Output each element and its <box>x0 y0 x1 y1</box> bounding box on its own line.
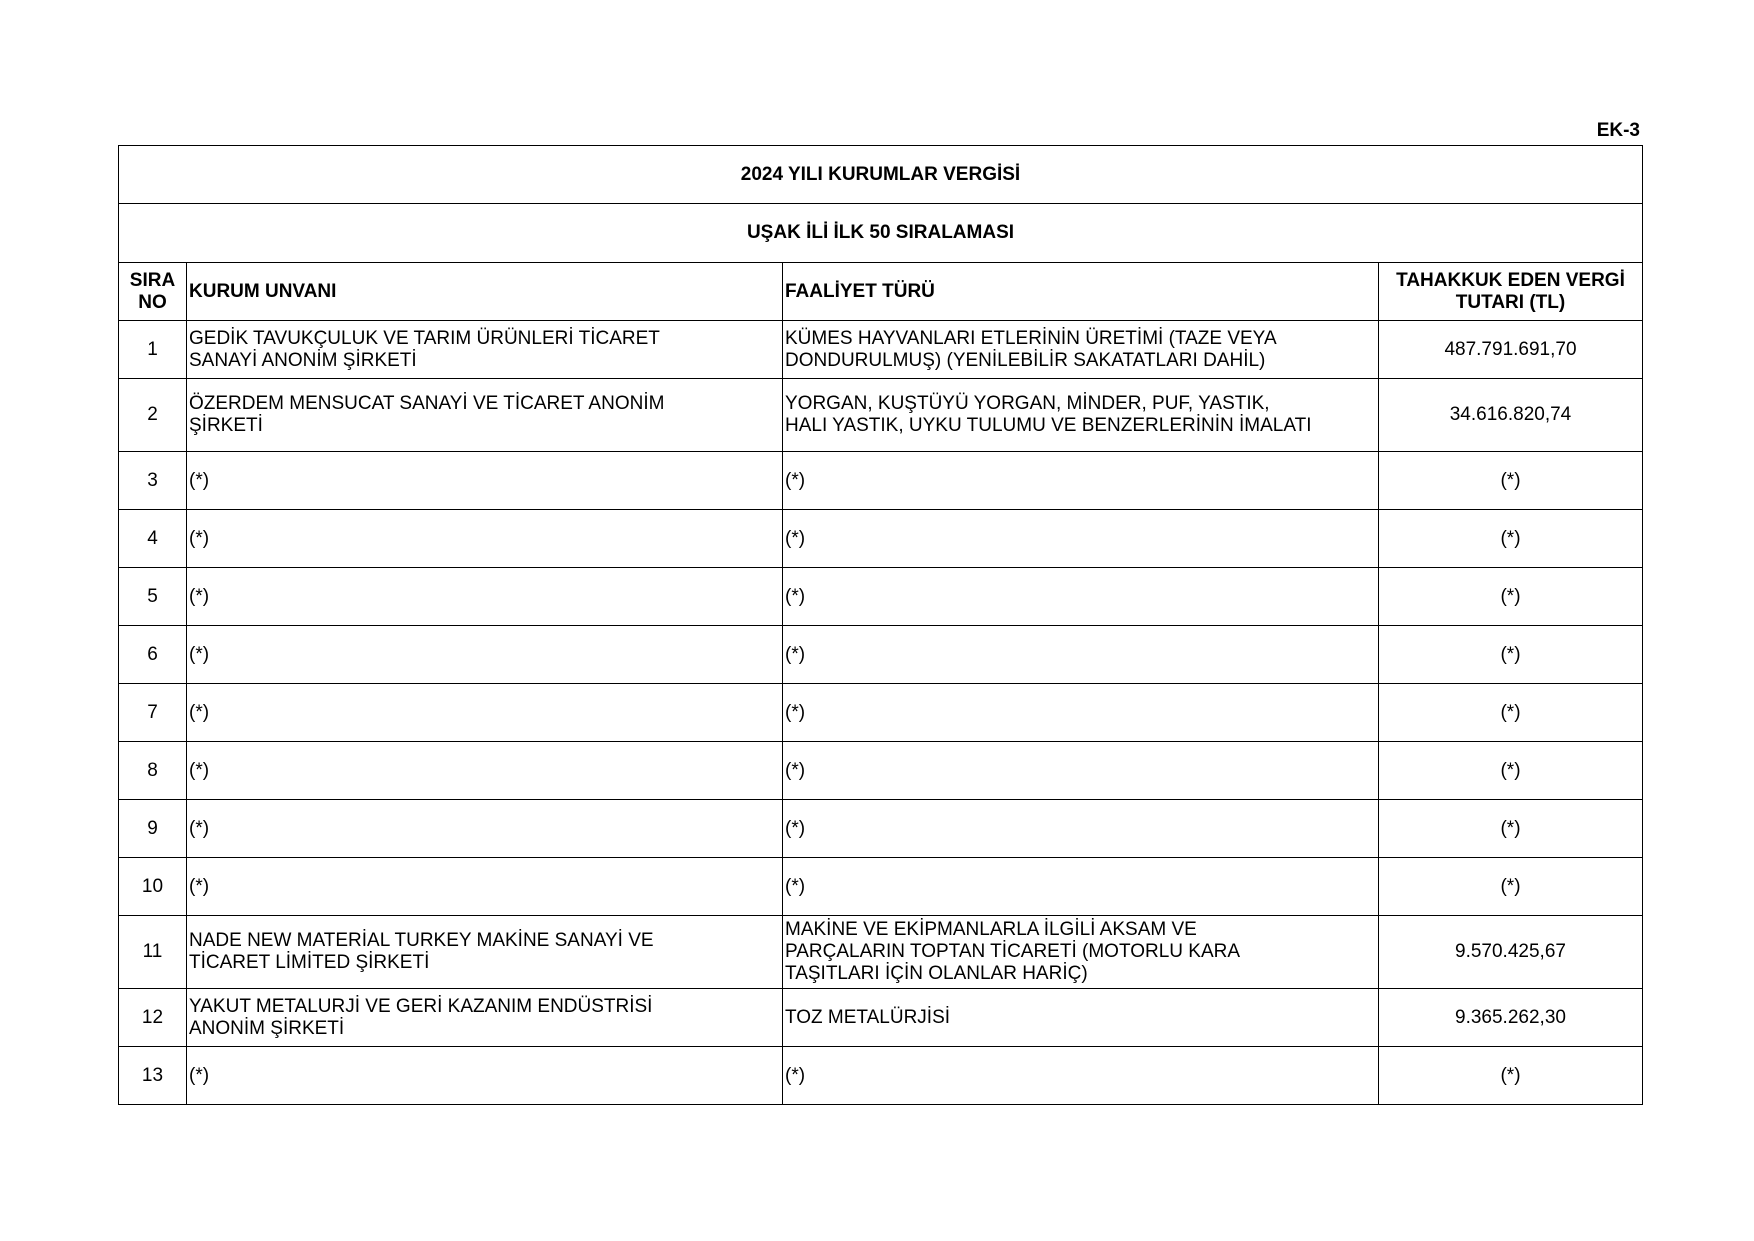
table-row <box>119 379 1643 452</box>
kurum-unvani-line: YAKUT METALURJİ VE GERİ KAZANIM ENDÜSTRİSİ <box>189 995 653 1017</box>
faaliyet-turu-line: (*) <box>785 1064 806 1086</box>
kurum-unvani-line: ÖZERDEM MENSUCAT SANAYİ VE TİCARET ANONİM <box>189 393 665 414</box>
table-subtitle: UŞAK İLİ İLK 50 SIRALAMASI <box>119 204 1643 263</box>
kurum-unvani-line: (*) <box>189 469 210 491</box>
header-kurum-unvani: KURUM UNVANI <box>187 263 783 321</box>
table-row <box>119 684 1643 742</box>
cell-kurum-unvani <box>187 989 783 1047</box>
cell-faaliyet-turu <box>783 626 1379 684</box>
cell-sira-no: 1 <box>119 321 187 379</box>
kurum-unvani-line: (*) <box>189 585 210 607</box>
cell-kurum-unvani <box>187 510 783 568</box>
table-row <box>119 626 1643 684</box>
table-row <box>119 916 1643 989</box>
table-row <box>119 452 1643 510</box>
faaliyet-turu-line: TAŞITLARI İÇİN OLANLAR HARİÇ) <box>785 963 1088 984</box>
kurum-unvani-line: (*) <box>189 875 210 897</box>
faaliyet-turu-line: HALI YASTIK, UYKU TULUMU VE BENZERLERİNİN İMALATI <box>785 415 1312 436</box>
cell-sira-no: 8 <box>119 742 187 800</box>
header-faaliyet-turu: FAALİYET TÜRÜ <box>783 263 1379 321</box>
cell-sira-no: 12 <box>119 989 187 1047</box>
cell-vergi-tutari: (*) <box>1379 626 1643 684</box>
kurum-unvani-line: (*) <box>189 1064 210 1086</box>
cell-faaliyet-turu <box>783 989 1379 1047</box>
header-vergi-tutari <box>1379 263 1643 321</box>
kurum-unvani-line: NADE NEW MATERİAL TURKEY MAKİNE SANAYİ VE <box>189 930 654 951</box>
faaliyet-turu-line: PARÇALARIN TOPTAN TİCARETİ (MOTORLU KARA <box>785 941 1241 962</box>
table-row <box>119 321 1643 379</box>
kurum-unvani-line: ŞİRKETİ <box>189 415 263 436</box>
faaliyet-turu-line: KÜMES HAYVANLARI ETLERİNİN ÜRETİMİ (TAZE VEYA <box>785 327 1277 349</box>
faaliyet-turu-line: (*) <box>785 701 806 723</box>
cell-faaliyet-turu <box>783 684 1379 742</box>
cell-kurum-unvani <box>187 916 783 989</box>
faaliyet-turu-line: (*) <box>785 585 806 607</box>
annex-label: EK-3 <box>1596 120 1640 141</box>
kurum-unvani-line: (*) <box>189 701 210 723</box>
kurum-unvani-line: (*) <box>189 527 210 549</box>
faaliyet-turu-line: (*) <box>785 643 806 665</box>
header-vergi-tutari-line1: TAHAKKUK EDEN VERGİ <box>1396 269 1625 291</box>
cell-faaliyet-turu <box>783 800 1379 858</box>
header-sira-no-line2: NO <box>138 291 167 313</box>
kurum-unvani-line: (*) <box>189 759 210 781</box>
table-row <box>119 742 1643 800</box>
cell-vergi-tutari: (*) <box>1379 742 1643 800</box>
header-vergi-tutari-line2: TUTARI (TL) <box>1455 291 1566 313</box>
table-row <box>119 858 1643 916</box>
cell-kurum-unvani <box>187 452 783 510</box>
cell-kurum-unvani <box>187 379 783 452</box>
cell-vergi-tutari: (*) <box>1379 510 1643 568</box>
faaliyet-turu-line: TOZ METALÜRJİSİ <box>785 1006 951 1028</box>
cell-faaliyet-turu <box>783 568 1379 626</box>
cell-kurum-unvani <box>187 858 783 916</box>
cell-kurum-unvani <box>187 626 783 684</box>
faaliyet-turu-line: MAKİNE VE EKİPMANLARLA İLGİLİ AKSAM VE <box>785 919 1197 940</box>
cell-kurum-unvani <box>187 1047 783 1105</box>
cell-vergi-tutari: (*) <box>1379 684 1643 742</box>
kurum-unvani-line: (*) <box>189 643 210 665</box>
cell-kurum-unvani <box>187 742 783 800</box>
cell-kurum-unvani <box>187 568 783 626</box>
table-row <box>119 800 1643 858</box>
cell-vergi-tutari: 9.570.425,67 <box>1379 916 1643 989</box>
faaliyet-turu-line: YORGAN, KUŞTÜYÜ YORGAN, MİNDER, PUF, YASTIK, <box>785 393 1270 414</box>
table-subtitle-row <box>119 204 1643 263</box>
kurum-unvani-line: (*) <box>189 817 210 839</box>
cell-vergi-tutari: 9.365.262,30 <box>1379 989 1643 1047</box>
cell-vergi-tutari: (*) <box>1379 1047 1643 1105</box>
cell-faaliyet-turu <box>783 858 1379 916</box>
cell-sira-no: 11 <box>119 916 187 989</box>
cell-kurum-unvani <box>187 684 783 742</box>
cell-sira-no: 5 <box>119 568 187 626</box>
table-row <box>119 989 1643 1047</box>
table-title: 2024 YILI KURUMLAR VERGİSİ <box>119 146 1643 204</box>
table-title-row <box>119 146 1643 204</box>
cell-sira-no: 13 <box>119 1047 187 1105</box>
cell-faaliyet-turu <box>783 742 1379 800</box>
tax-ranking-table <box>118 145 1643 1105</box>
faaliyet-turu-line: (*) <box>785 817 806 839</box>
cell-faaliyet-turu <box>783 321 1379 379</box>
faaliyet-turu-line: (*) <box>785 759 806 781</box>
column-header-row <box>119 263 1643 321</box>
cell-faaliyet-turu <box>783 1047 1379 1105</box>
cell-vergi-tutari: (*) <box>1379 858 1643 916</box>
cell-sira-no: 10 <box>119 858 187 916</box>
cell-vergi-tutari: 487.791.691,70 <box>1379 321 1643 379</box>
cell-faaliyet-turu <box>783 379 1379 452</box>
header-sira-no-line1: SIRA <box>129 269 176 291</box>
cell-vergi-tutari: (*) <box>1379 568 1643 626</box>
faaliyet-turu-line: DONDURULMUŞ) (YENİLEBİLİR SAKATATLARI DAHİL) <box>785 349 1266 371</box>
cell-sira-no: 9 <box>119 800 187 858</box>
cell-faaliyet-turu <box>783 916 1379 989</box>
kurum-unvani-line: SANAYİ ANONİM ŞİRKETİ <box>189 349 417 371</box>
cell-sira-no: 6 <box>119 626 187 684</box>
faaliyet-turu-line: (*) <box>785 469 806 491</box>
cell-vergi-tutari: 34.616.820,74 <box>1379 379 1643 452</box>
faaliyet-turu-line: (*) <box>785 527 806 549</box>
cell-sira-no: 4 <box>119 510 187 568</box>
table-row <box>119 510 1643 568</box>
cell-faaliyet-turu <box>783 452 1379 510</box>
kurum-unvani-line: TİCARET LİMİTED ŞİRKETİ <box>189 952 430 973</box>
cell-kurum-unvani <box>187 800 783 858</box>
header-sira-no <box>119 263 187 321</box>
table-row <box>119 1047 1643 1105</box>
kurum-unvani-line: ANONİM ŞİRKETİ <box>189 1017 345 1039</box>
cell-faaliyet-turu <box>783 510 1379 568</box>
cell-vergi-tutari: (*) <box>1379 452 1643 510</box>
cell-sira-no: 3 <box>119 452 187 510</box>
cell-sira-no: 2 <box>119 379 187 452</box>
cell-vergi-tutari: (*) <box>1379 800 1643 858</box>
kurum-unvani-line: GEDİK TAVUKÇULUK VE TARIM ÜRÜNLERİ TİCARET <box>189 327 660 349</box>
faaliyet-turu-line: (*) <box>785 875 806 897</box>
table-row <box>119 568 1643 626</box>
cell-kurum-unvani <box>187 321 783 379</box>
cell-sira-no: 7 <box>119 684 187 742</box>
